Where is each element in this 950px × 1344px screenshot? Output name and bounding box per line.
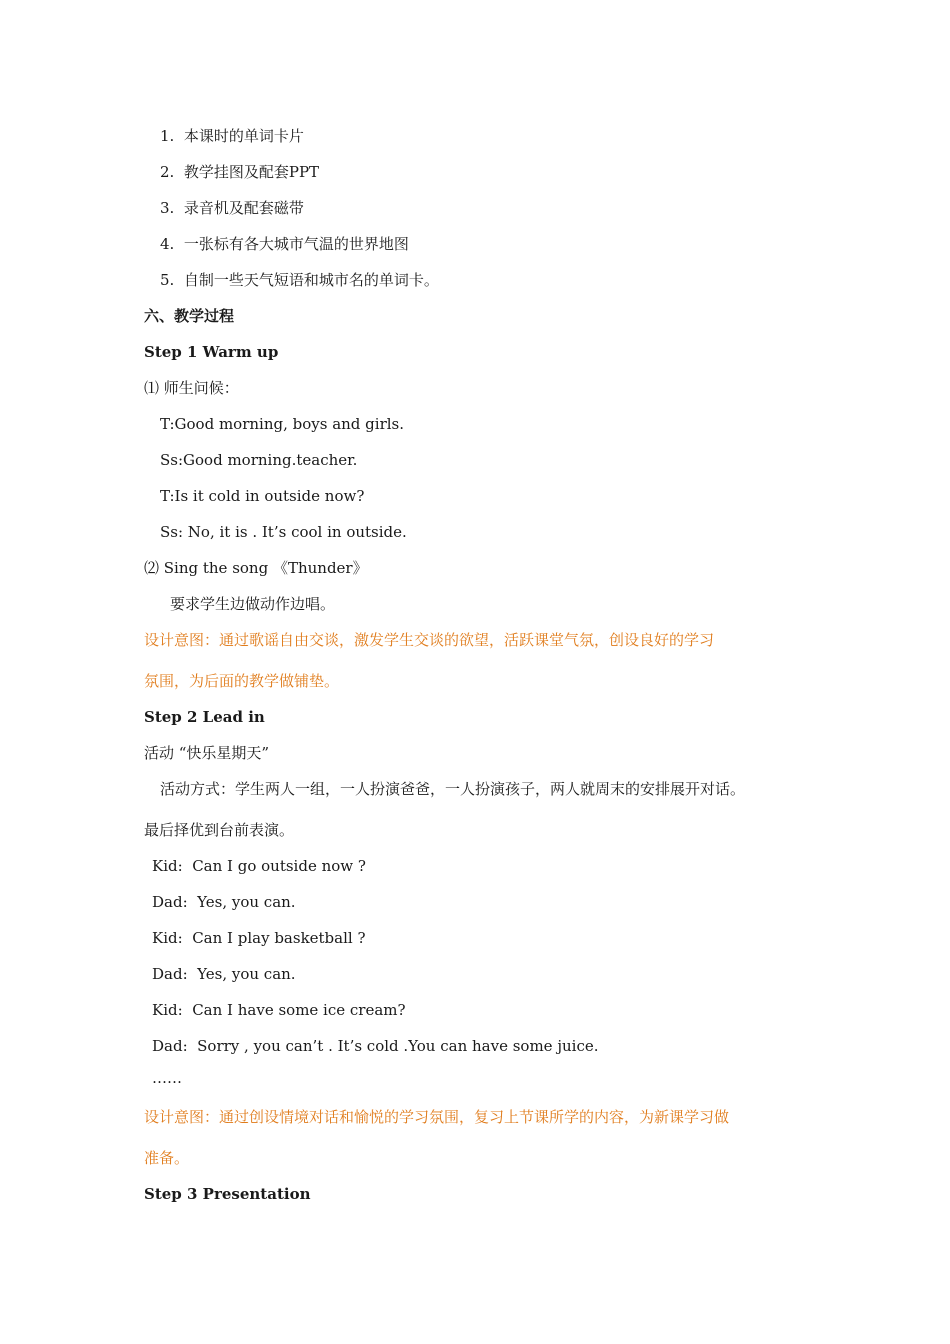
- step1-design-intent: 设计意图：通过歌谣自由交谈，激发学生交谈的欲望，活跃课堂气氛，创设良好的学习: [144, 631, 715, 649]
- step1-dialog-line: T:Is it cold in outside now?: [160, 487, 365, 505]
- step2-method-cont: 最后择优到台前表演。: [144, 821, 295, 839]
- step1-dialog-line: Ss:Good morning.teacher.: [160, 451, 358, 469]
- material-item-4: 4. 一张标有各大城市气温的世界地图: [160, 235, 409, 253]
- material-item-1: 1. 本课时的单词卡片: [160, 127, 304, 145]
- step2-method: 活动方式：学生两人一组，一人扮演爸爸，一人扮演孩子，两人就周末的安排展开对话。: [160, 780, 746, 798]
- step1-dialog-line: Ss: No, it is . It’s cool in outside.: [160, 523, 407, 541]
- step2-dialog-line: Dad: Yes, you can.: [152, 893, 296, 911]
- step1-dialog-line: T:Good morning, boys and girls.: [160, 415, 404, 433]
- step2-dialog-line: Dad: Yes, you can.: [152, 965, 296, 983]
- step2-dialog-line: Kid: Can I go outside now ?: [152, 857, 366, 875]
- section-heading: 六、教学过程: [144, 307, 235, 325]
- step2-title: Step 2 Lead in: [144, 708, 265, 726]
- step1-item1: ⑴ 师生问候：: [144, 379, 239, 397]
- step2-dialog-line: Kid: Can I have some ice cream?: [152, 1001, 406, 1019]
- step1-item2-note: 要求学生边做动作边唱。: [170, 595, 336, 613]
- step2-activity: 活动 “快乐星期天”: [144, 744, 270, 762]
- step2-ellipsis: ……: [152, 1069, 182, 1087]
- material-item-2: 2. 教学挂图及配套PPT: [160, 163, 320, 181]
- step1-design-intent-cont: 氛围，为后面的教学做铺垫。: [144, 672, 340, 690]
- step2-design-intent-cont: 准备。: [144, 1149, 190, 1167]
- step2-dialog-line: Dad: Sorry , you can’t . It’s cold .You can have some juice.: [152, 1037, 599, 1055]
- step3-title: Step 3 Presentation: [144, 1185, 311, 1203]
- step2-dialog-line: Kid: Can I play basketball ?: [152, 929, 366, 947]
- step1-item2: ⑵ Sing the song 《Thunder》: [144, 559, 368, 577]
- material-item-5: 5. 自制一些天气短语和城市名的单词卡。: [160, 271, 439, 289]
- step2-design-intent: 设计意图：通过创设情境对话和愉悦的学习氛围，复习上节课所学的内容，为新课学习做: [144, 1108, 730, 1126]
- step1-title: Step 1 Warm up: [144, 343, 279, 361]
- material-item-3: 3. 录音机及配套磁带: [160, 199, 304, 217]
